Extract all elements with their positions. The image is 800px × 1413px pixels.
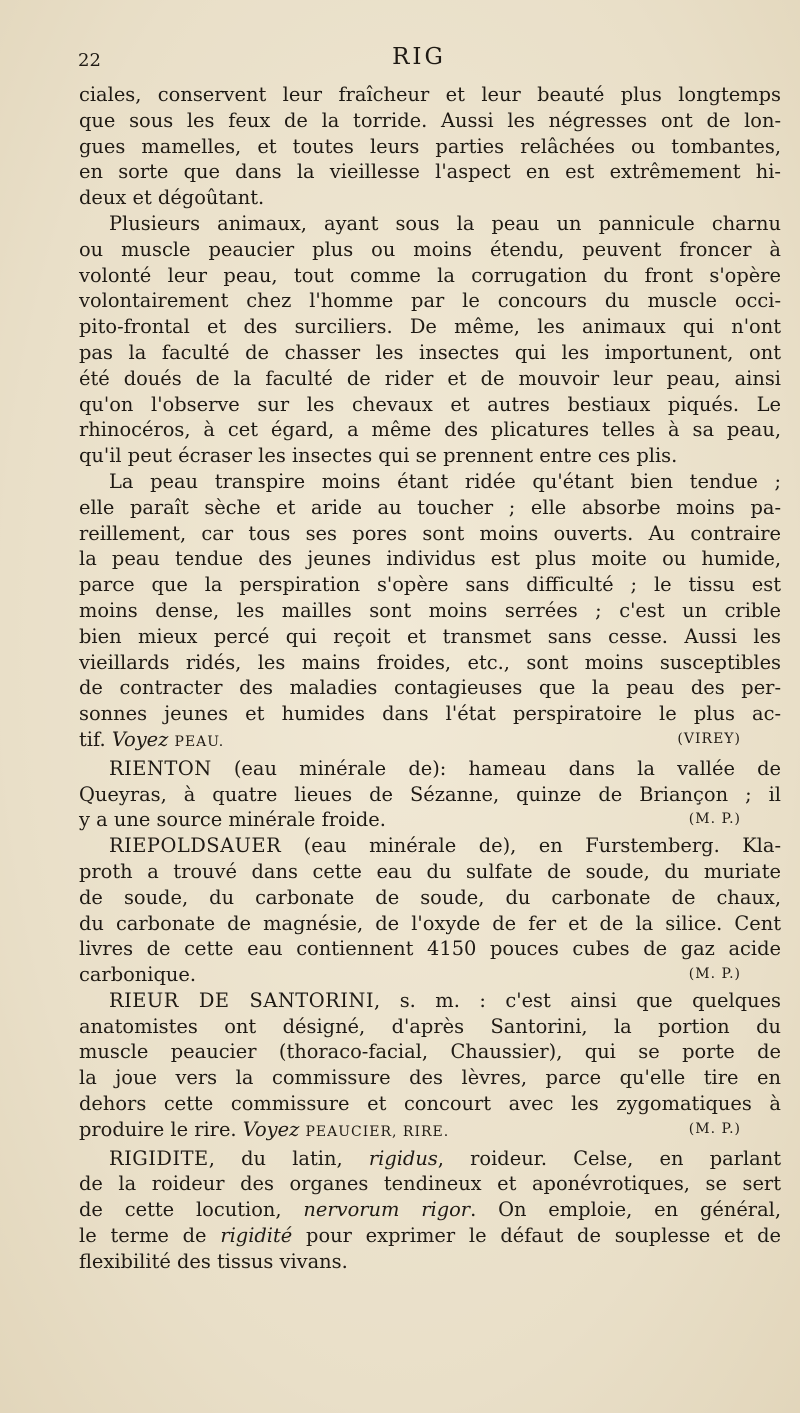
- text-line: flexibilité des tissus vivans.: [79, 1249, 348, 1273]
- text-line: parce que la perspiration s'opère sans difficulté ; le tissu est: [79, 573, 781, 597]
- text-line: pito-frontal et des surciliers. De même, les animaux qui n'ont: [79, 315, 781, 339]
- cross-reference: PEAU.: [174, 733, 225, 750]
- text-line: [79, 1197, 781, 1223]
- text-run: y a une source minérale froide.: [79, 808, 386, 832]
- text-line: gues mamelles, et toutes leurs parties relâchées ou tombantes,: [79, 134, 781, 158]
- text-line: de soude, du carbonate de soude, du carbonate de chaux,: [79, 885, 781, 909]
- text-run: pour exprimer le défaut de souplesse et de: [292, 1224, 781, 1248]
- entry-headword: RIEUR DE SANTORINI: [109, 988, 375, 1012]
- text-line: de contracter des maladies contagieuses que la peau des per-: [79, 676, 781, 700]
- text-line: [79, 1223, 781, 1249]
- voyez-label: Voyez: [111, 727, 169, 751]
- text-line: sonnes jeunes et humides dans l'état perspiratoire le plus ac-: [79, 702, 781, 726]
- author-signature: (M. P.): [688, 811, 741, 828]
- text-line: La peau transpire moins étant ridée qu'étant bien tendue ;: [109, 469, 781, 493]
- text-run: (eau minérale de), en Furstemberg. Kla-: [281, 834, 781, 858]
- entry-first-line: [79, 988, 781, 1014]
- text-line: pas la faculté de chasser les insectes qui les importunent, ont: [79, 340, 781, 364]
- text-line: la peau tendue des jeunes individus est plus moite ou humide,: [79, 547, 781, 571]
- running-head: RIG: [392, 44, 446, 70]
- text-line: [79, 1117, 781, 1146]
- text-line: Plusieurs animaux, ayant sous la peau un pannicule charnu: [109, 211, 781, 235]
- text-line: la joue vers la commissure des lèvres, parce qu'elle tire en: [79, 1066, 781, 1090]
- text-line: [79, 962, 781, 988]
- text-line: vieillards ridés, les mains froides, etc., sont moins susceptibles: [79, 650, 781, 674]
- text-line: ciales, conservent leur fraîcheur et leur beauté plus longtemps: [79, 83, 781, 106]
- page-header: [78, 44, 760, 76]
- author-signature: (M. P.): [688, 1120, 741, 1137]
- text-line: Queyras, à quatre lieues de Sézanne, quinze de Briançon ; il: [79, 782, 781, 806]
- entry-headword: RIENTON: [109, 756, 212, 780]
- text-line: rhinocéros, à cet égard, a même des plicatures telles à sa peau,: [79, 418, 781, 442]
- text-run: de cette locution,: [79, 1198, 304, 1222]
- italic-term: rigidus: [368, 1146, 438, 1170]
- text-line: [79, 807, 781, 833]
- body-text: [79, 82, 781, 1275]
- text-run: , roideur. Celse, en parlant: [437, 1146, 781, 1170]
- text-line: bien mieux percé qui reçoit et transmet sans cesse. Aussi les: [79, 624, 781, 648]
- text-line: anatomistes ont désigné, d'après Santorini, la portion du: [79, 1014, 781, 1038]
- text-run: carbonique.: [79, 963, 197, 987]
- italic-term: nervorum rigor: [303, 1198, 471, 1222]
- page-number: 22: [78, 50, 101, 71]
- text-line: dehors cette commissure et concourt avec les zygomatiques à: [79, 1092, 781, 1116]
- italic-term: rigidité: [220, 1224, 293, 1248]
- entry-first-line: [79, 833, 781, 859]
- text-line: du carbonate de magnésie, de l'oxyde de fer et de la silice. Cent: [79, 911, 781, 935]
- entry-first-line: [79, 1146, 781, 1172]
- text-run: , s. m. : c'est ainsi que quelques: [374, 988, 781, 1012]
- text-line: [79, 727, 781, 756]
- text-run: produire le rire.: [79, 1117, 237, 1141]
- text-line: été doués de la faculté de rider et de mouvoir leur peau, ainsi: [79, 366, 781, 390]
- text-line: en sorte que dans la vieillesse l'aspect en est extrêmement hi-: [79, 160, 781, 184]
- text-line: muscle peaucier (thoraco-facial, Chaussier), qui se porte de: [79, 1040, 781, 1064]
- entry-first-line: [79, 756, 781, 782]
- author-signature: (M. P.): [688, 966, 741, 983]
- text-line: qu'on l'observe sur les chevaux et autres bestiaux piqués. Le: [79, 392, 781, 416]
- author-signature: (VIREY): [677, 730, 741, 747]
- text-line: livres de cette eau contiennent 4150 pouces cubes de gaz acide: [79, 937, 781, 961]
- text-line: elle paraît sèche et aride au toucher ; elle absorbe moins pa-: [79, 495, 781, 519]
- text-run: (eau minérale de): hameau dans la vallée de: [211, 756, 781, 780]
- entry-headword: RIEPOLDSAUER: [109, 834, 282, 858]
- text-run: . On emploie, en général,: [470, 1198, 781, 1222]
- text-line: ou muscle peaucier plus ou moins étendu, peuvent froncer à: [79, 237, 781, 261]
- cross-reference: PEAUCIER, RIRE.: [305, 1123, 450, 1140]
- text-line: proth a trouvé dans cette eau du sulfate de soude, du muriate: [79, 859, 781, 883]
- entry-headword: RIGIDITE: [109, 1146, 209, 1170]
- text-line: qu'il peut écraser les insectes qui se prennent entre ces plis.: [79, 444, 678, 468]
- text-line: que sous les feux de la torride. Aussi les négresses ont de lon-: [79, 108, 781, 132]
- text-line: moins dense, les mailles sont moins serrées ; c'est un crible: [79, 598, 781, 622]
- text-run: tif.: [79, 727, 106, 751]
- text-line: reillement, car tous ses pores sont moins ouverts. Au contraire: [79, 521, 781, 545]
- voyez-label: Voyez: [242, 1117, 300, 1141]
- text-line: volonté leur peau, tout comme la corrugation du front s'opère: [79, 263, 781, 287]
- text-line: volontairement chez l'homme par le concours du muscle occi-: [79, 289, 781, 313]
- text-line: de la roideur des organes tendineux et aponévrotiques, se sert: [79, 1172, 781, 1196]
- text-run: , du latin,: [208, 1146, 369, 1170]
- text-run: le terme de: [79, 1224, 221, 1248]
- text-line: deux et dégoûtant.: [79, 186, 265, 210]
